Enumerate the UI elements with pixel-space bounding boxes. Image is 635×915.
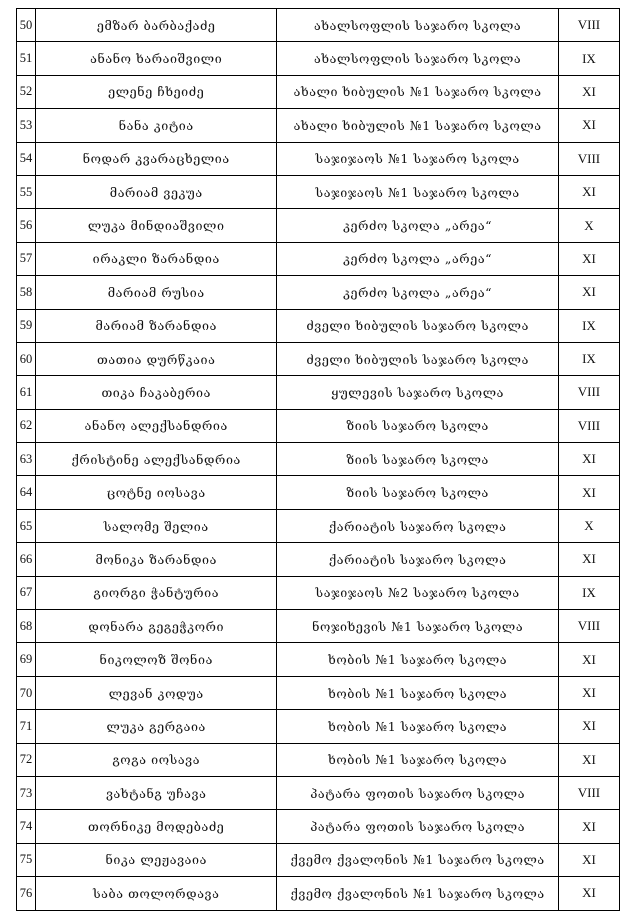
table-row [17, 643, 620, 676]
row-number: 57 [17, 242, 36, 275]
table-row [17, 242, 620, 275]
table-row [17, 342, 620, 375]
school-name: საჯიჯაოს №1 საჯარო სკოლა [277, 175, 558, 208]
school-name: ახალი ხიბულის №1 საჯარო სკოლა [277, 75, 558, 108]
grade-level: X [558, 209, 619, 242]
row-number: 61 [17, 376, 36, 409]
table-row [17, 843, 620, 876]
table-row [17, 209, 620, 242]
row-number: 74 [17, 810, 36, 843]
grade-level: IX [558, 342, 619, 375]
grade-level: IX [558, 576, 619, 609]
school-name: პატარა ფოთის საჯარო სკოლა [277, 810, 558, 843]
grade-level: XI [558, 476, 619, 509]
table-row [17, 309, 620, 342]
student-name: ლევან კოდუა [36, 676, 277, 709]
school-name: ნოჯიხევის №1 საჯარო სკოლა [277, 610, 558, 643]
participants-table-body [17, 9, 620, 911]
row-number: 73 [17, 776, 36, 809]
row-number: 72 [17, 743, 36, 776]
student-name: მარიამ ზარანდია [36, 309, 277, 342]
grade-level: XI [558, 75, 619, 108]
school-name: ხობის №1 საჯარო სკოლა [277, 676, 558, 709]
school-name: ახალსოფლის საჯარო სკოლა [277, 42, 558, 75]
table-row [17, 676, 620, 709]
student-name: ნანა კიტია [36, 109, 277, 142]
student-name: ლუკა გერგაია [36, 710, 277, 743]
school-name: კერძო სკოლა „არეა“ [277, 242, 558, 275]
school-name: ხობის №1 საჯარო სკოლა [277, 743, 558, 776]
grade-level: XI [558, 843, 619, 876]
table-row [17, 9, 620, 42]
school-name: პატარა ფოთის საჯარო სკოლა [277, 776, 558, 809]
table-row [17, 42, 620, 75]
student-name: მარიამ რუსია [36, 276, 277, 309]
student-name: დონარა გეგეჭკორი [36, 610, 277, 643]
student-name: ანანო ალექსანდრია [36, 409, 277, 442]
row-number: 56 [17, 209, 36, 242]
table-row [17, 75, 620, 108]
school-name: ძველი ხიბულის საჯარო სკოლა [277, 309, 558, 342]
row-number: 65 [17, 509, 36, 542]
table-row [17, 710, 620, 743]
row-number: 70 [17, 676, 36, 709]
student-name: საბა თოლორდავა [36, 877, 277, 910]
student-name: ნიკა ლეჟავაია [36, 843, 277, 876]
student-name: გოგა იოსავა [36, 743, 277, 776]
student-name: თიკა ჩაკაბერია [36, 376, 277, 409]
student-name: თათია დურწკაია [36, 342, 277, 375]
table-row [17, 276, 620, 309]
school-name: ძველი ხიბულის საჯარო სკოლა [277, 342, 558, 375]
grade-level: IX [558, 309, 619, 342]
participants-table [16, 8, 620, 911]
table-row [17, 576, 620, 609]
table-row [17, 142, 620, 175]
student-name: ირაკლი ზარანდია [36, 242, 277, 275]
student-name: ნოდარ კვარაცხელია [36, 142, 277, 175]
row-number: 76 [17, 877, 36, 910]
grade-level: XI [558, 676, 619, 709]
grade-level: VIII [558, 9, 619, 42]
grade-level: XI [558, 175, 619, 208]
row-number: 71 [17, 710, 36, 743]
row-number: 60 [17, 342, 36, 375]
row-number: 67 [17, 576, 36, 609]
row-number: 50 [17, 9, 36, 42]
school-name: ქვემო ქვალონის №1 საჯარო სკოლა [277, 843, 558, 876]
student-name: ანანო ხარაიშვილი [36, 42, 277, 75]
school-name: ქვემო ქვალონის №1 საჯარო სკოლა [277, 877, 558, 910]
grade-level: X [558, 509, 619, 542]
student-name: ემზარ ბარბაქაძე [36, 9, 277, 42]
table-row [17, 509, 620, 542]
school-name: კერძო სკოლა „არეა“ [277, 209, 558, 242]
table-row [17, 376, 620, 409]
student-name: მარიამ ვეკუა [36, 175, 277, 208]
table-row [17, 109, 620, 142]
school-name: ზიის საჯარო სკოლა [277, 476, 558, 509]
student-name: ცოტნე იოსავა [36, 476, 277, 509]
grade-level: VIII [558, 610, 619, 643]
grade-level: XI [558, 242, 619, 275]
school-name: ყულევის საჯარო სკოლა [277, 376, 558, 409]
student-name: ელენე ჩხეიძე [36, 75, 277, 108]
student-name: ვახტანგ უჩავა [36, 776, 277, 809]
table-row [17, 543, 620, 576]
row-number: 69 [17, 643, 36, 676]
student-name: ლუკა მინდიაშვილი [36, 209, 277, 242]
grade-level: XI [558, 877, 619, 910]
school-name: ხობის №1 საჯარო სკოლა [277, 710, 558, 743]
table-row [17, 476, 620, 509]
grade-level: VIII [558, 142, 619, 175]
school-name: ქარიატის საჯარო სკოლა [277, 509, 558, 542]
school-name: საჯიჯაოს №1 საჯარო სკოლა [277, 142, 558, 175]
school-name: ახალსოფლის საჯარო სკოლა [277, 9, 558, 42]
row-number: 54 [17, 142, 36, 175]
student-name: თორნიკე მოდებაძე [36, 810, 277, 843]
table-row [17, 175, 620, 208]
grade-level: XI [558, 743, 619, 776]
student-name: ქრისტინე ალექსანდრია [36, 443, 277, 476]
school-name: ზიის საჯარო სკოლა [277, 409, 558, 442]
table-row [17, 877, 620, 910]
student-name: მონიკა ზარანდია [36, 543, 277, 576]
school-name: საჯიჯაოს №2 საჯარო სკოლა [277, 576, 558, 609]
grade-level: XI [558, 543, 619, 576]
grade-level: IX [558, 42, 619, 75]
table-row [17, 409, 620, 442]
school-name: ახალი ხიბულის №1 საჯარო სკოლა [277, 109, 558, 142]
grade-level: XI [558, 810, 619, 843]
table-row [17, 610, 620, 643]
grade-level: VIII [558, 409, 619, 442]
row-number: 53 [17, 109, 36, 142]
row-number: 66 [17, 543, 36, 576]
row-number: 63 [17, 443, 36, 476]
row-number: 58 [17, 276, 36, 309]
row-number: 55 [17, 175, 36, 208]
table-row [17, 743, 620, 776]
school-name: ზიის საჯარო სკოლა [277, 443, 558, 476]
table-row [17, 810, 620, 843]
student-name: ნიკოლოზ შონია [36, 643, 277, 676]
school-name: კერძო სკოლა „არეა“ [277, 276, 558, 309]
row-number: 75 [17, 843, 36, 876]
row-number: 59 [17, 309, 36, 342]
grade-level: XI [558, 643, 619, 676]
table-row [17, 776, 620, 809]
grade-level: XI [558, 109, 619, 142]
row-number: 52 [17, 75, 36, 108]
document-page [16, 8, 620, 911]
row-number: 51 [17, 42, 36, 75]
student-name: გიორგი ჭანტურია [36, 576, 277, 609]
grade-level: VIII [558, 376, 619, 409]
grade-level: XI [558, 276, 619, 309]
grade-level: VIII [558, 776, 619, 809]
grade-level: XI [558, 443, 619, 476]
table-row [17, 443, 620, 476]
school-name: ქარიატის საჯარო სკოლა [277, 543, 558, 576]
grade-level: XI [558, 710, 619, 743]
school-name: ხობის №1 საჯარო სკოლა [277, 643, 558, 676]
row-number: 62 [17, 409, 36, 442]
row-number: 68 [17, 610, 36, 643]
row-number: 64 [17, 476, 36, 509]
student-name: სალომე შელია [36, 509, 277, 542]
